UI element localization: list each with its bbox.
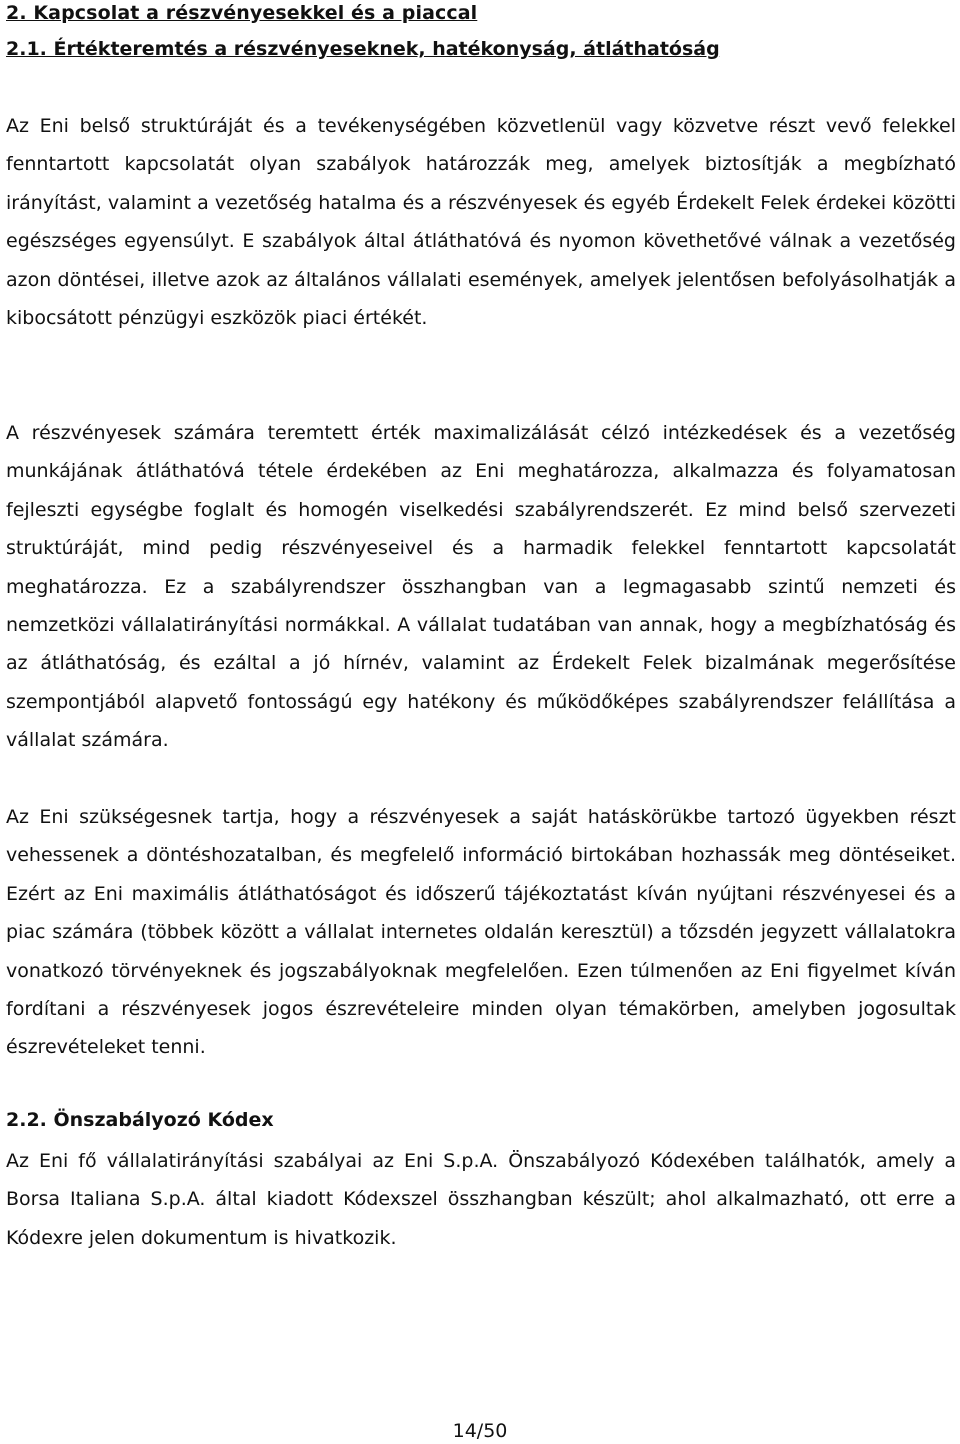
section-heading: 2. Kapcsolat a részvényesekkel és a piaccal <box>6 2 478 24</box>
subsection-heading-value-creation: 2.1. Értékteremtés a részvényeseknek, hatékonyság, átláthatóság <box>6 38 720 60</box>
subsection-heading-self-regulatory-code: 2.2. Önszabályozó Kódex <box>6 1109 274 1131</box>
page-number: 14/50 <box>452 1420 508 1442</box>
paragraph-self-regulatory-code: Az Eni fő vállalatirányítási szabályai az Eni S.p.A. Önszabályozó Kódexében találhatók, amely a Borsa Italiana S.p.A. által kiadott Kódexszel összhangban készült; ahol alkalmazható, ott erre a Kódexre jelen dokumentum is hivatkozik. <box>6 1150 956 1249</box>
paragraph-internal-structure: Az Eni belső struktúráját és a tevékenységében közvetlenül vagy közvetve részt vevő felekkel fenntartott kapcsolatát olyan szabályok határozzák meg, amelyek biztosítják a megbízható irányítást, valamint a vezetőség hatalma és a részvényesek és egyéb Érdekelt Felek érdekei közötti egészséges egyensúlyt. E szabályok által átláthatóvá és nyomon követhetővé válnak a vezetőség azon döntései, illetve azok az általános vállalati események, amelyek jelentősen befolyásolhatják a kibocsátott pénzügyi eszközök piaci értékét. <box>6 115 956 330</box>
paragraph-shareholder-value: A részvényesek számára teremtett érték maximalizálását célzó intézkedések és a vezetőség munkájának átláthatóvá tétele érdekében az Eni meghatározza, alkalmazza és folyamatosan fejleszti egységbe foglalt és homogén viselkedési szabályrendszerét. Ez mind belső szervezeti struktúráját, mind pedig részvényeseivel és a harmadik felekkel fenntartott kapcsolatát meghatározza. Ez a szabályrendszer összhangban van a legmagasabb szintű nemzeti és nemzetközi vállalatirányítási normákkal. A vállalat tudatában van annak, hogy a megbízhatóság és az átláthatóság, és ezáltal a jó hírnév, valamint az Érdekelt Felek bizalmának megerősítése szempontjából alapvető fontosságú egy hatékony és működőképes szabályrendszer felállítása a vállalat számára. <box>6 422 956 752</box>
paragraph-shareholder-participation: Az Eni szükségesnek tartja, hogy a részvényesek a saját hatáskörükbe tartozó ügyekben részt vehessenek a döntéshozatalban, és megfelelő információ birtokában hozhassák meg döntéseiket. Ezért az Eni maximális átláthatóságot és időszerű tájékoztatást kíván nyújtani részvényesei és a piac számára (többek között a vállalat internetes oldalán keresztül) a tőzsdén jegyzett vállalatokra vonatkozó törvényeknek és jogszabályoknak megfelelően. Ezen túlmenően az Eni figyelmet kíván fordítani a részvényesek jogos észrevételeire minden olyan témakörben, amelyben jogosultak észrevételeket tenni. <box>6 806 956 1059</box>
